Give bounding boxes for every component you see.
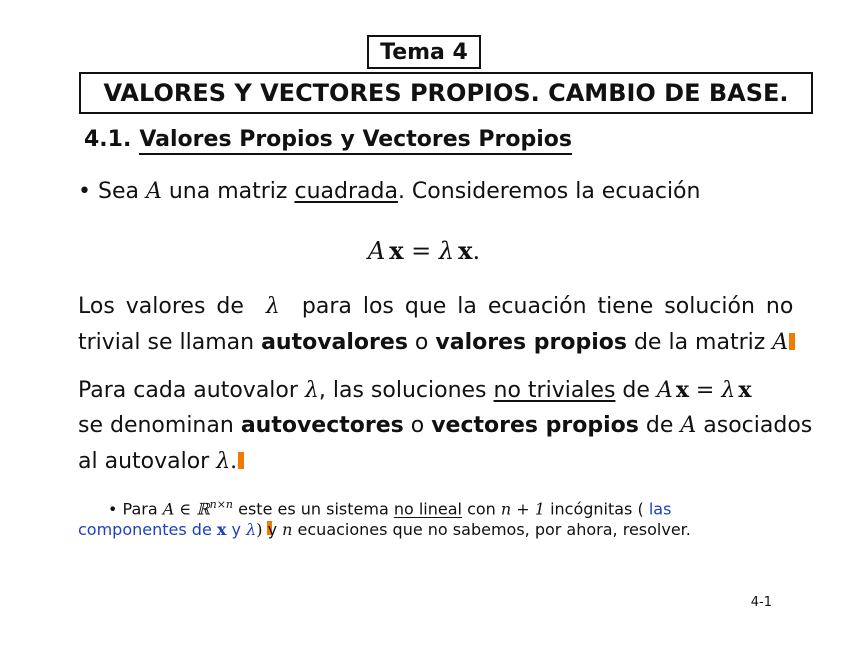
- math-n: n: [282, 520, 293, 539]
- math-lambda: λ: [304, 378, 319, 403]
- bullet: •: [78, 179, 91, 204]
- math-A: A: [367, 237, 386, 265]
- text: Para cada autovalor: [78, 378, 298, 403]
- math-A: A: [772, 330, 789, 355]
- term-no-triviales: no triviales: [493, 378, 616, 403]
- math-dot: .: [230, 449, 238, 474]
- math-x: x: [389, 236, 404, 265]
- term-no-lineal: no lineal: [393, 499, 462, 519]
- term-autovectores: autovectores: [240, 413, 404, 438]
- page-number: 4-1: [750, 595, 772, 610]
- text: con: [467, 499, 496, 519]
- math-lambda[interactable]: λ: [246, 520, 257, 539]
- paragraph-autovalores-l2: [78, 329, 795, 357]
- paragraph-autovectores-l1: [78, 376, 751, 405]
- text: incógnitas (: [550, 499, 644, 519]
- math-dot: .: [472, 237, 481, 265]
- term-vectores-propios: vectores propios: [431, 413, 639, 438]
- orange-marker-icon: [238, 452, 244, 469]
- text: , las soluciones: [318, 378, 487, 403]
- math-A: A: [680, 413, 697, 438]
- link-text[interactable]: componentes de: [78, 520, 212, 539]
- math-x[interactable]: x: [216, 520, 227, 539]
- math-x: x: [458, 236, 473, 265]
- marker-y: [268, 518, 277, 542]
- tema-label: Tema 4: [367, 35, 481, 69]
- text: o: [410, 413, 425, 438]
- text: Sea: [97, 179, 139, 204]
- text: para los que la ecuación tiene solución no: [301, 294, 794, 319]
- bullet: •: [108, 499, 118, 519]
- text: de: [622, 378, 650, 403]
- text: de la matriz: [633, 330, 766, 355]
- math-x: x: [675, 377, 689, 403]
- math-x: x: [738, 377, 752, 403]
- math-lambda: λ: [265, 294, 280, 319]
- math-equals: =: [403, 237, 439, 265]
- term-valores-propios: valores propios: [435, 330, 627, 355]
- section-number: 4.1.: [84, 127, 132, 152]
- text: . Consideremos la ecuación: [397, 179, 701, 204]
- math-lambda: λ: [438, 237, 455, 265]
- paragraph-intro: [78, 178, 700, 206]
- text: Para: [122, 499, 158, 519]
- term-autovalores: autovalores: [261, 330, 408, 355]
- text: ecuaciones que no sabemos, por ahora, resolver.: [297, 520, 691, 539]
- math-A: A: [145, 179, 162, 204]
- math-A: A: [656, 378, 673, 403]
- text: asociados: [703, 413, 813, 438]
- page-title: VALORES Y VECTORES PROPIOS. CAMBIO DE BASE.: [79, 72, 813, 114]
- math-lambda: λ: [721, 378, 736, 403]
- math-equals: =: [688, 378, 722, 403]
- math-A-in-R: A ∈ ℝ: [162, 499, 210, 519]
- equation: [0, 236, 848, 265]
- text: este es un sistema: [238, 499, 389, 519]
- text: de: [645, 413, 674, 438]
- text: y: [267, 520, 278, 539]
- paragraph-autovalores-l1: [78, 293, 793, 321]
- link-text[interactable]: las: [648, 499, 672, 519]
- term-cuadrada: cuadrada: [294, 179, 398, 204]
- math-superscript: n×n: [209, 498, 234, 511]
- paragraph-autovectores-l2: [78, 412, 812, 440]
- math-lambda: λ: [216, 449, 231, 474]
- section-heading: [84, 127, 572, 152]
- text: al autovalor: [78, 449, 210, 474]
- paragraph-autovectores-l3: [78, 448, 244, 476]
- orange-marker-icon: [789, 333, 795, 350]
- text: trivial se llaman: [78, 330, 255, 355]
- text: se denominan: [78, 413, 234, 438]
- section-title: Valores Propios y Vectores Propios: [139, 127, 572, 155]
- link-text[interactable]: y: [231, 520, 241, 539]
- text: una matriz: [168, 179, 288, 204]
- text: Los valores de: [78, 294, 244, 319]
- note-line-2: [78, 518, 691, 542]
- text: ): [256, 520, 263, 539]
- math-n-plus-1: n + 1: [500, 499, 545, 519]
- text: o: [414, 330, 429, 355]
